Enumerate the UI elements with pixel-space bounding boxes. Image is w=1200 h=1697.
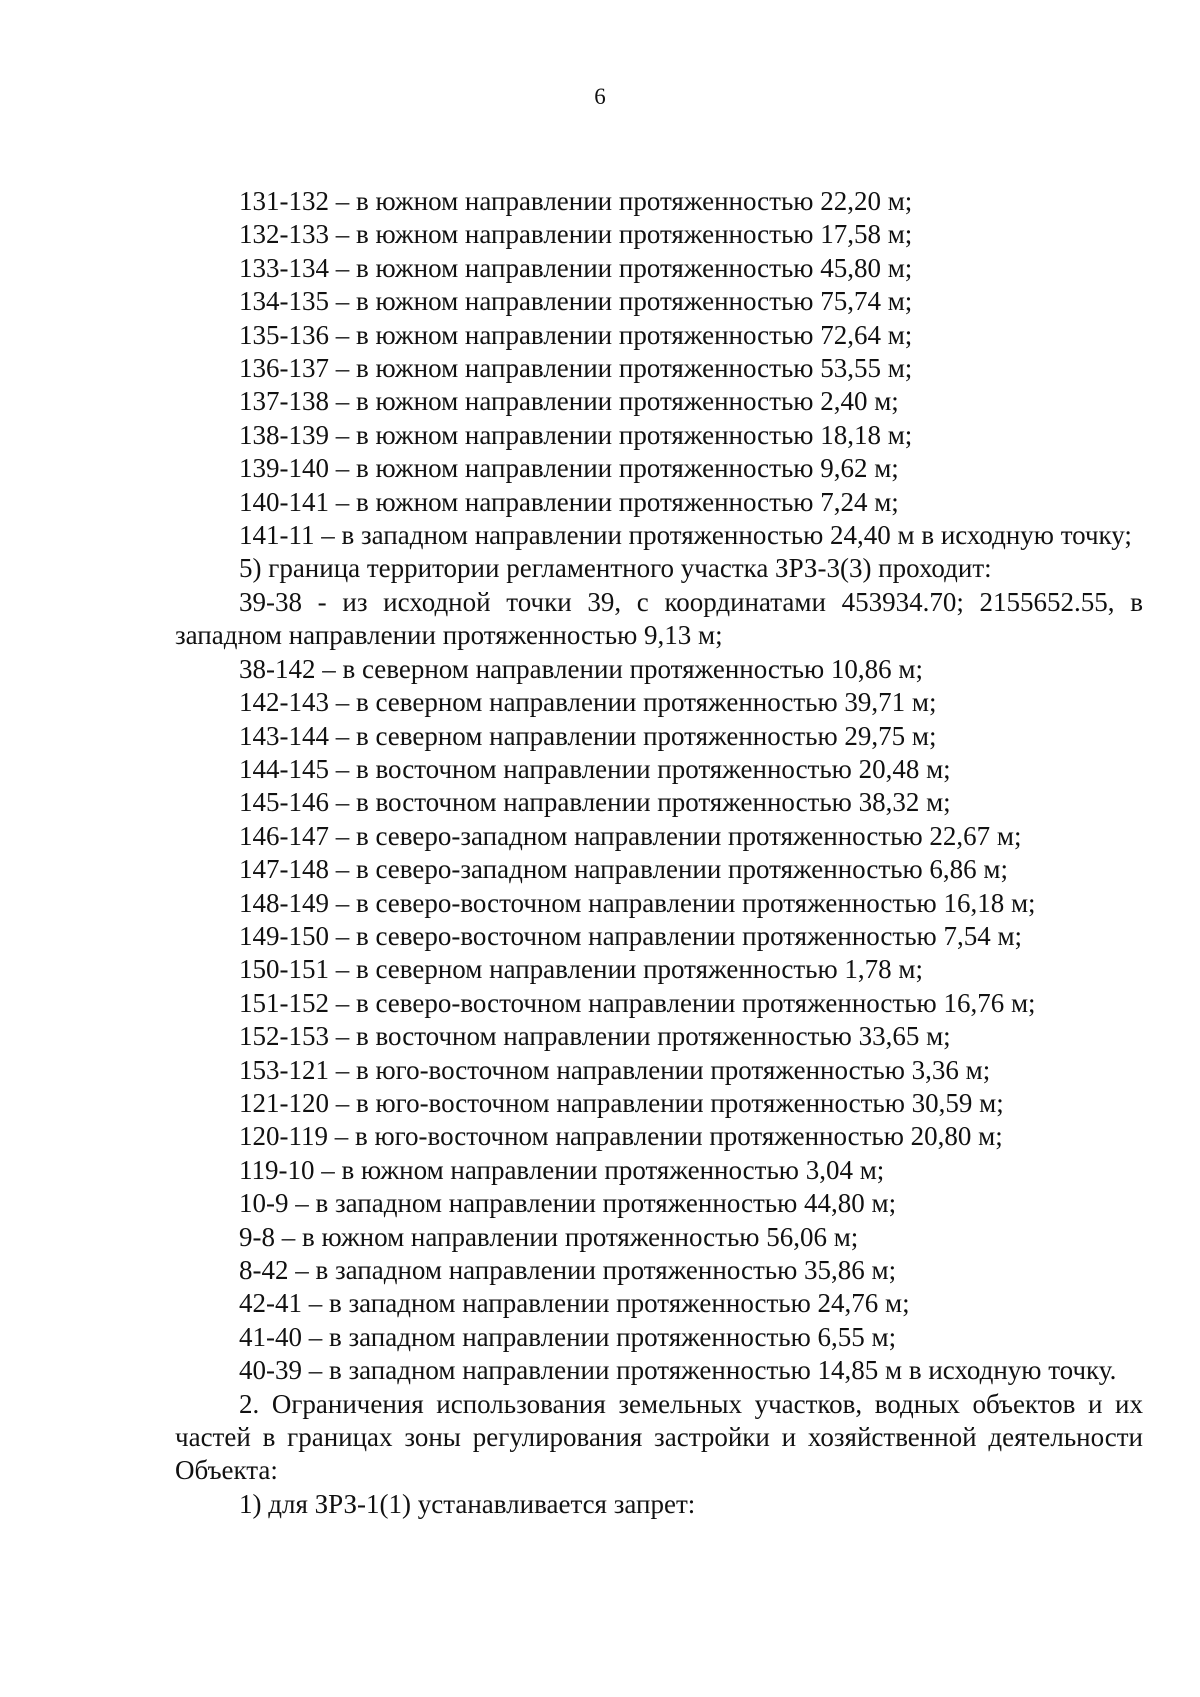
boundary-line: 151-152 – в северо-восточном направлении протяженностью 16,76 м;	[239, 987, 1036, 1018]
boundary-line: 152-153 – в восточном направлении протяженностью 33,65 м;	[239, 1021, 951, 1052]
boundary-line: 42-41 – в западном направлении протяженностью 24,76 м;	[239, 1288, 910, 1319]
page-number: 6	[594, 84, 606, 109]
boundary-line: 135-136 – в южном направлении протяженностью 72,64 м;	[239, 319, 913, 350]
boundary-line: 146-147 – в северо-западном направлении протяженностью 22,67 м;	[239, 820, 1022, 851]
boundary-line: 121-120 – в юго-восточном направлении протяженностью 30,59 м;	[239, 1087, 1004, 1118]
boundary-line: 142-143 – в северном направлении протяженностью 39,71 м;	[239, 687, 937, 718]
boundary-line: 147-148 – в северо-западном направлении протяженностью 6,86 м;	[239, 854, 1008, 885]
boundary-line-closing: 40-39 – в западном направлении протяженностью 14,85 м в исходную точку.	[239, 1355, 1117, 1386]
boundary-line: 119-10 – в южном направлении протяженностью 3,04 м;	[239, 1154, 885, 1185]
boundary-line: 153-121 – в юго-восточном направлении протяженностью 3,36 м;	[239, 1054, 991, 1085]
boundary-line: 38-142 – в северном направлении протяженностью 10,86 м;	[239, 653, 924, 684]
boundary-line: 8-42 – в западном направлении протяженностью 35,86 м;	[239, 1255, 897, 1285]
boundary-line: 143-144 – в северном направлении протяженностью 29,75 м;	[239, 720, 937, 751]
boundary-line: 149-150 – в северо-восточном направлении протяженностью 7,54 м;	[239, 920, 1023, 951]
boundary-line: 140-141 – в южном направлении протяженностью 7,24 м;	[239, 486, 899, 517]
boundary-line: 148-149 – в северо-восточном направлении протяженностью 16,18 м;	[239, 887, 1036, 918]
boundary-line: 139-140 – в южном направлении протяженностью 9,62 м;	[239, 453, 899, 484]
boundary-line: 136-137 – в южном направлении протяженностью 53,55 м;	[239, 353, 913, 384]
boundary-line: 10-9 – в западном направлении протяженностью 44,80 м;	[239, 1188, 897, 1219]
boundary-line: 9-8 – в южном направлении протяженностью 56,06 м;	[239, 1221, 859, 1252]
boundary-line: 120-119 – в юго-восточном направлении протяженностью 20,80 м;	[239, 1121, 1003, 1152]
boundary-line: 41-40 – в западном направлении протяженностью 6,55 м;	[239, 1321, 897, 1352]
boundary-line: 133-134 – в южном направлении протяженностью 45,80 м;	[239, 252, 913, 283]
boundary-line: 144-145 – в восточном направлении протяженностью 20,48 м;	[239, 753, 951, 784]
boundary-start-point: 39-38 - из исходной точки 39, с координатами 453934.70; 2155652.55, в западном направлении протяженностью 9,13 м;	[175, 586, 1143, 651]
boundary-line: 131-132 – в южном направлении протяженностью 22,20 м;	[239, 186, 913, 216]
restrictions-item: 1) для ЗРЗ-1(1) устанавливается запрет:	[239, 1488, 696, 1519]
boundary-line: 150-151 – в северном направлении протяженностью 1,78 м;	[239, 954, 924, 985]
boundary-line-closing: 141-11 – в западном направлении протяженностью 24,40 м в исходную точку;	[239, 520, 1132, 551]
boundary-line: 137-138 – в южном направлении протяженностью 2,40 м;	[239, 386, 899, 417]
document-body	[175, 185, 1143, 1521]
boundary-line: 138-139 – в южном направлении протяженностью 18,18 м;	[239, 419, 913, 450]
boundary-line: 145-146 – в восточном направлении протяженностью 38,32 м;	[239, 787, 951, 818]
boundary-line: 134-135 – в южном направлении протяженностью 75,74 м;	[239, 286, 913, 317]
boundary-line: 132-133 – в южном направлении протяженностью 17,58 м;	[239, 219, 913, 250]
restrictions-paragraph: 2. Ограничения использования земельных участков, водных объектов и их частей в границах зоны регулирования застройки и хозяйственной деятельности Объекта:	[175, 1388, 1143, 1486]
section-heading: 5) граница территории регламентного участка ЗРЗ-3(3) проходит:	[239, 553, 992, 584]
